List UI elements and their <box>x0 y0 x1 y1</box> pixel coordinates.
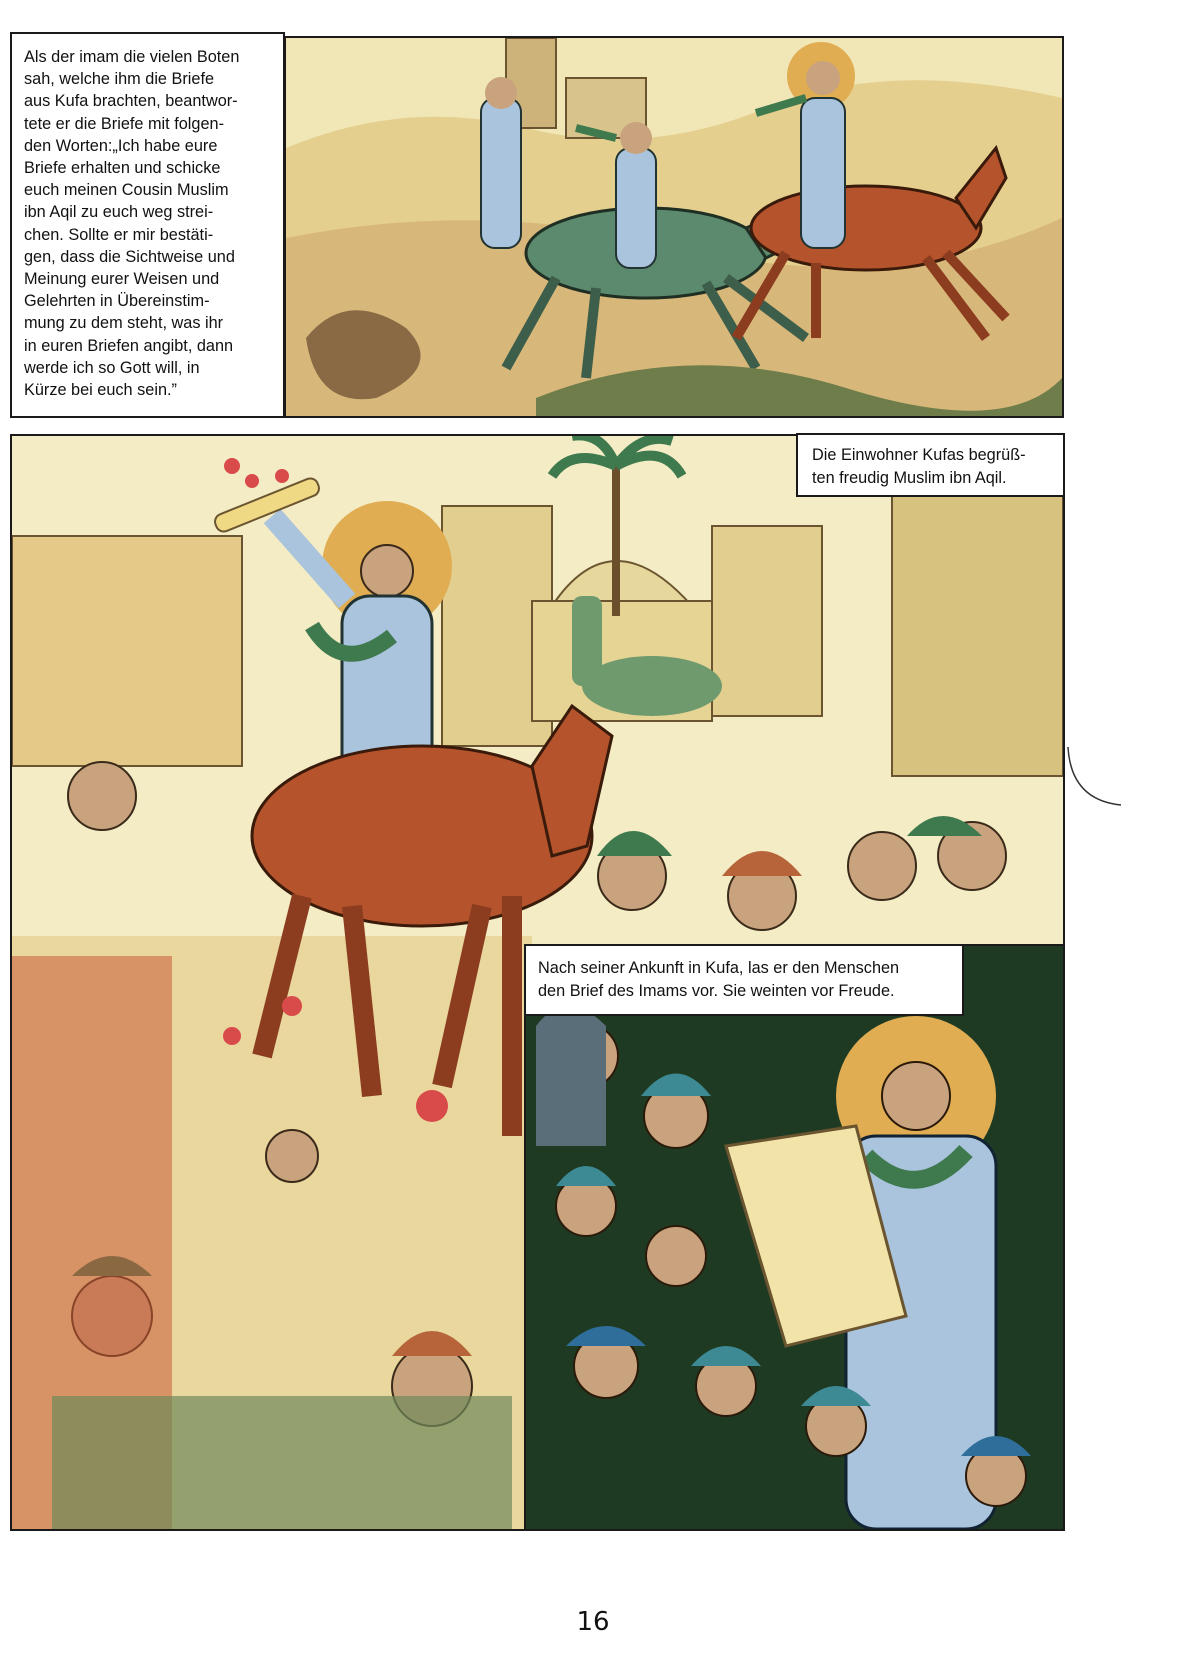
caption-middle-text: Die Einwohner Kufas begrüß- ten freudig Muslim ibn Aqil. <box>812 446 1026 487</box>
caption-bottom <box>524 944 964 1016</box>
caption-middle <box>796 433 1065 497</box>
caption-top <box>10 32 285 418</box>
caption-bottom-text: Nach seiner Ankunft in Kufa, las er den Menschen den Brief des Imams vor. Sie weinten vor Freude. <box>538 959 900 1000</box>
panel-reading <box>524 944 1065 1531</box>
page-number: 16 <box>576 1607 610 1637</box>
riders-illustration <box>286 38 1062 416</box>
panel-riders <box>284 36 1064 418</box>
scroll-reading-illustration <box>526 946 1063 1529</box>
page-edge-curve <box>1066 745 1126 815</box>
caption-top-text: Als der imam die vielen Boten sah, welche ihm die Briefe aus Kufa brachten, beantwor- tete er die Briefe mit folgen- den Worten:„Ich habe eure Briefe erhalten und schicke euch meinen Cousin Muslim ibn Aqil zu euch weg strei- chen. Sollte er mir bestäti- gen, dass die Sichtweise und Meinung eurer Weisen und Gelehrten in Übereinstim- mung zu dem steht, was ihr in euren Briefen angibt, dann werde ich so Gott will, in Kürze bei euch sein.” <box>24 48 240 400</box>
